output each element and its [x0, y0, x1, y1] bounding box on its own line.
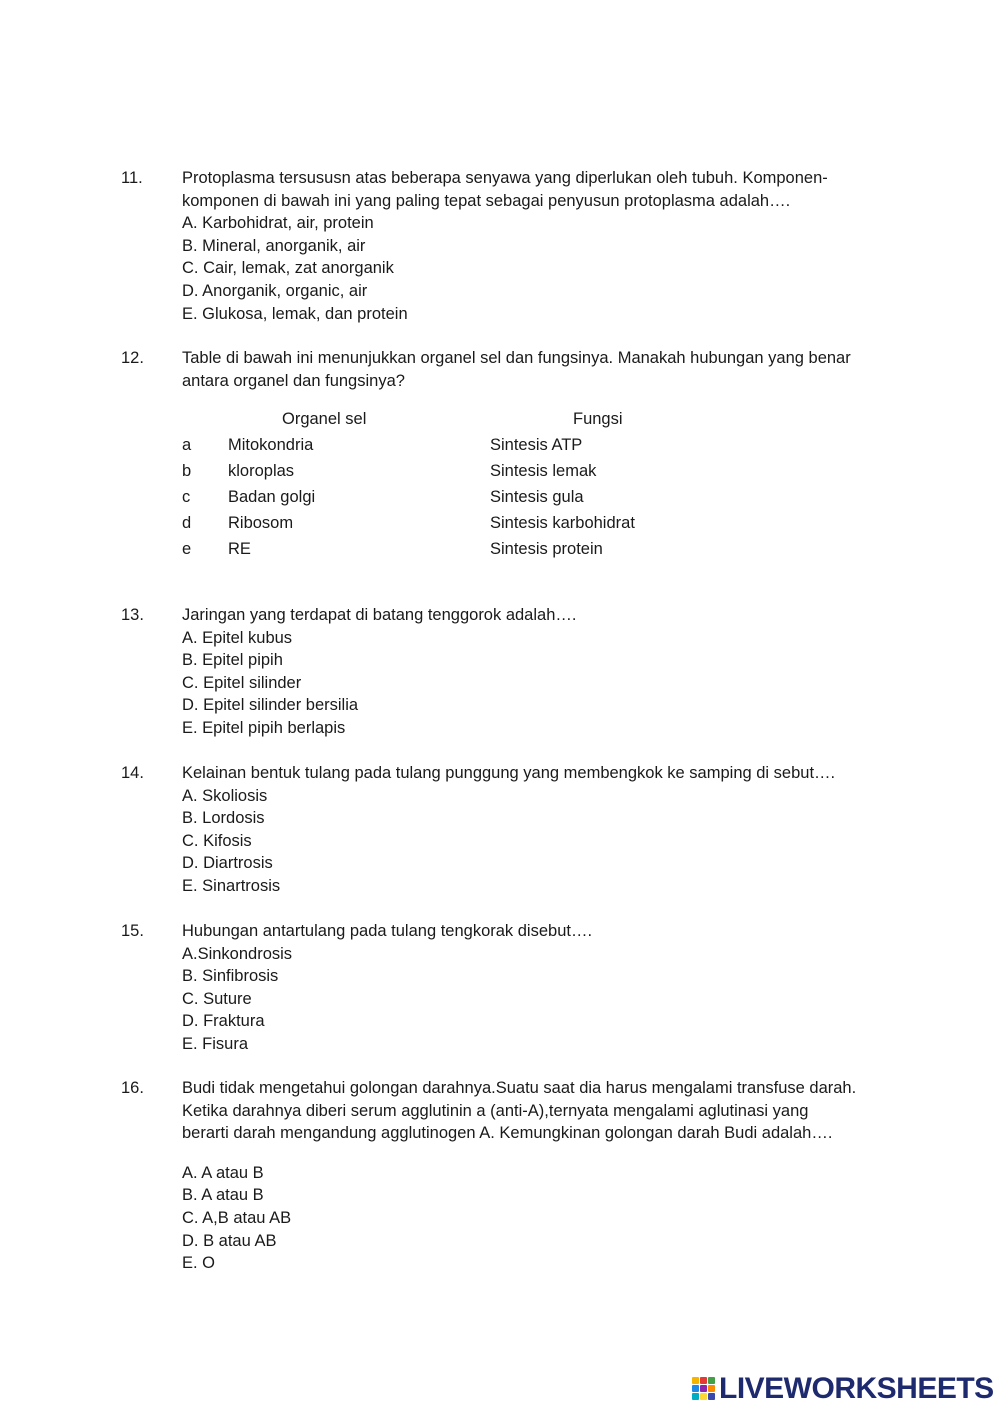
option-d[interactable]: D. Anorganik, organic, air	[182, 281, 368, 300]
option-c[interactable]: C. Cair, lemak, zat anorganik	[182, 259, 394, 278]
row-fungsi: Sintesis gula	[490, 488, 584, 506]
option-d[interactable]: D. Diartrosis	[182, 854, 273, 873]
option-a[interactable]: A. Epitel kubus	[182, 628, 293, 647]
question-text-line: Ketika darahnya diberi serum agglutinin a (anti-A),ternyata mengalami aglutinasi yang	[182, 1101, 809, 1120]
header-fungsi: Fungsi	[573, 410, 623, 428]
liveworksheets-logo-text: LIVEWORKSHEETS	[719, 1372, 994, 1405]
option-b[interactable]: B. A atau B	[182, 1186, 264, 1205]
row-organel: Ribosom	[228, 514, 294, 532]
row-organel: kloroplas	[228, 462, 295, 480]
table-row	[182, 536, 682, 562]
question-body	[182, 604, 882, 740]
option-c[interactable]: C. Suture	[182, 989, 252, 1008]
question-text-line: berarti darah mengandung agglutinogen A. Kemungkinan golongan darah Budi adalah….	[182, 1124, 833, 1143]
row-letter: a	[182, 436, 192, 454]
option-a[interactable]: A. A atau B	[182, 1163, 264, 1182]
row-organel: Badan golgi	[228, 488, 316, 506]
row-letter: e	[182, 540, 192, 558]
question-text-line: Budi tidak mengetahui golongan darahnya.Suatu saat dia harus mengalami transfuse darah.	[182, 1079, 857, 1097]
option-a[interactable]: A.Sinkondrosis	[182, 944, 293, 963]
option-c[interactable]: C. Epitel silinder	[182, 673, 302, 692]
liveworksheets-logo-icon	[692, 1377, 716, 1401]
option-b[interactable]: B. Sinfibrosis	[182, 967, 279, 986]
option-c[interactable]: C. A,B atau AB	[182, 1208, 292, 1227]
question-text-line: komponen di bawah ini yang paling tepat sebagai penyusun protoplasma adalah….	[182, 191, 791, 210]
option-b[interactable]: B. Mineral, anorganik, air	[182, 236, 366, 255]
option-a[interactable]: A. Karbohidrat, air, protein	[182, 214, 374, 233]
liveworksheets-logo	[692, 1374, 994, 1404]
option-c[interactable]: C. Kifosis	[182, 831, 252, 850]
row-organel: Mitokondria	[228, 436, 314, 454]
option-d[interactable]: D. Fraktura	[182, 1012, 265, 1031]
table-row	[182, 484, 682, 510]
question-text-line: Table di bawah ini menunjukkan organel sel dan fungsinya. Manakah hubungan yang benar	[182, 349, 851, 367]
table-row	[182, 510, 682, 536]
question-body	[182, 1077, 882, 1275]
question-body	[182, 920, 882, 1056]
question-text-line: Kelainan bentuk tulang pada tulang punggung yang membengkok ke samping di sebut….	[182, 764, 836, 782]
question-number: 15.	[121, 922, 144, 940]
table-row	[182, 458, 682, 484]
option-e[interactable]: E. Glukosa, lemak, dan protein	[182, 304, 408, 323]
row-fungsi: Sintesis karbohidrat	[490, 514, 635, 532]
question-number: 12.	[121, 349, 144, 367]
question-number: 16.	[121, 1079, 144, 1097]
table-header	[182, 406, 682, 432]
option-e[interactable]: E. Fisura	[182, 1034, 249, 1053]
option-e[interactable]: E. Epitel pipih berlapis	[182, 718, 346, 737]
option-d[interactable]: D. Epitel silinder bersilia	[182, 696, 359, 715]
question-text-line: Jaringan yang terdapat di batang tenggorok adalah….	[182, 606, 577, 624]
question-text-line: Hubungan antartulang pada tulang tengkorak disebut….	[182, 922, 593, 940]
question-body	[182, 762, 882, 898]
row-fungsi: Sintesis protein	[490, 540, 603, 558]
question-body	[182, 347, 882, 392]
option-b[interactable]: B. Epitel pipih	[182, 651, 283, 670]
option-b[interactable]: B. Lordosis	[182, 809, 265, 828]
row-fungsi: Sintesis ATP	[490, 436, 583, 454]
row-fungsi: Sintesis lemak	[490, 462, 597, 480]
option-a[interactable]: A. Skoliosis	[182, 786, 268, 805]
option-d[interactable]: D. B atau AB	[182, 1231, 277, 1250]
question-text-line: antara organel dan fungsinya?	[182, 371, 405, 390]
header-organel: Organel sel	[282, 410, 367, 428]
option-e[interactable]: E. O	[182, 1254, 216, 1273]
option-e[interactable]: E. Sinartrosis	[182, 876, 281, 895]
question-body	[182, 167, 882, 325]
table-row	[182, 432, 682, 458]
question-text-line: Protoplasma tersususn atas beberapa senyawa yang diperlukan oleh tubuh. Komponen-	[182, 169, 828, 187]
row-letter: b	[182, 462, 192, 480]
row-letter: c	[182, 488, 191, 506]
question-number: 13.	[121, 606, 144, 624]
question-number: 14.	[121, 764, 144, 782]
row-organel: RE	[228, 540, 251, 558]
row-letter: d	[182, 514, 192, 532]
question-number: 11.	[121, 169, 143, 187]
